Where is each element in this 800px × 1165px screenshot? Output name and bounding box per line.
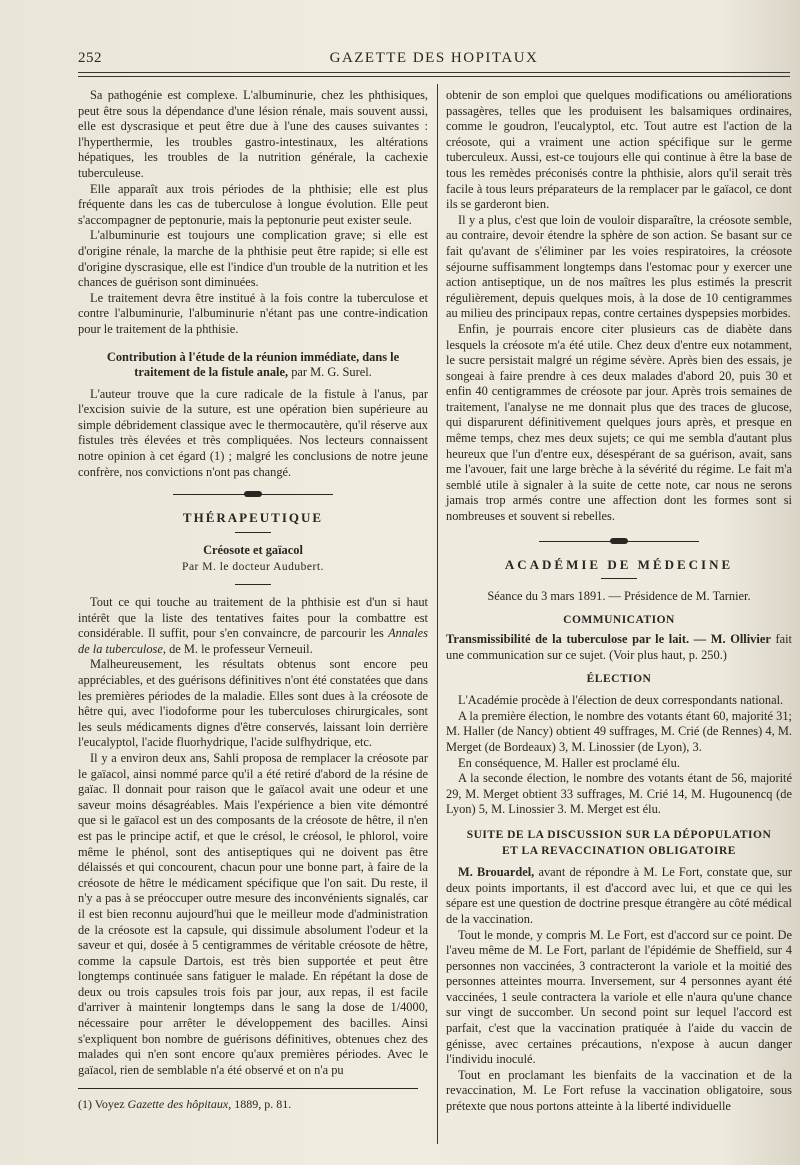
running-title: GAZETTE DES HOPITAUX bbox=[329, 50, 539, 66]
short-rule bbox=[235, 584, 271, 585]
communication-title: Transmissibilité de la tuberculose par le lait. — M. Ollivier bbox=[446, 632, 771, 647]
article-author: Par M. le docteur Audubert. bbox=[182, 561, 324, 574]
academy-heading: ACADÉMIE DE MÉDECINE bbox=[504, 556, 734, 572]
paragraph: Malheureusement, les résultats obtenus sont encore peu appréciables, et des guérisons définitives n'ont été constatées que dans les premières périodes de la maladie. Elles sont dues à la créosote de hêtre qui, avec l'iodoforme pour les tuberculoses chirurgicales, sont les seuls médicaments dignes d'être conservés, laissant loin derrière l'eucalyptol, l'acide fluorhydrique, l'acide sulfhydrique, etc. bbox=[78, 657, 428, 750]
paragraph: L'auteur trouve que la cure radicale de la fistule à l'anus, par l'excision suivie de la suture, est une opération bien supérieure au simple débridement classique avec le thermocautère, qu'il réserve aux fistules très élevées et très compliquées. Nos lecteurs connaissent notre opinion à cet égard (1) ; malgré les conclusions de notre jeune confrère, nos convictions n'ont pas changé. bbox=[78, 386, 428, 479]
paragraph: Tout ce qui touche au traitement de la phthisie est d'un si haut intérêt que la liste des tentatives faites pour la combattre est considérable. Il suffit, pour s'en convaincre, de parcourir les Annales de la tuberculose, de M. le professeur Verneuil. bbox=[78, 595, 428, 656]
page-header bbox=[78, 50, 790, 72]
contribution-title: Contribution à l'étude de la réunion immédiate, dans le traitement de la fistule anale, bbox=[106, 349, 400, 380]
paragraph: A la première élection, le nombre des votants étant 60, majorité 31; M. Haller (de Nancy) obtient 49 suffrages, M. Crié (de Rennes) 4, M. Merget (de Bordeaux) 3, M. Linossier (de Lyon), 3. bbox=[446, 708, 792, 754]
paragraph: obtenir de son emploi que quelques modifications ou améliorations passagères, telles que les produisent les balsamiques ordinaires, comme le goudron, l'eucalyptol, etc. Tout autre est l'action de la créosote, qui a vraiment une action spécifique sur le germe tuberculeux. Aussi, est-ce toujours elle qui continue à être la base de tous les remèdes préconisés contre la phthisie, alors qu'il serait très facile à tous leurs préparateurs de la remplacer par le gaïacol, ce dont ils se garderont bien. bbox=[446, 88, 792, 212]
section-heading: THÉRAPEUTIQUE bbox=[182, 510, 324, 526]
article-title: Créosote et gaïacol bbox=[203, 542, 303, 557]
paragraph: Il y a environ deux ans, Sahli proposa de remplacer la créosote par le gaïacol, ainsi nommé parce qu'il a été retiré d'abord de la résine de gaïac. Il donnait pour raison que le gaïacol avait une odeur et une saveur moins désagréables. Mais l'expérience a bien vite démontré que si le gaïacol est un des composants de la créosote de hêtre, il n'en est pas le principe actif, et que le crésol, le créosol, le phlorol, voire même le phénol, sont des antiseptiques qui ne doivent pas être délaissés et qui concourent, chacun pour une bonne part, à faire de la créosote de hêtre le médicament spécifique que l'on sait. Du reste, il n'y a pas à se préoccuper outre mesure des inconvénients signalés, car il est bien reconnu aujourd'hui que le meilleur mode d'administration de la créosote est la capsule, qui dissimule absolument l'odeur et la saveur et qui, dosée à 5 centigrammes de véritable créosote de hêtre, comme la capsule Dartois, est très bien supportée et peut être longtemps continuée sans fatiguer le malade. En répétant la dose de deux ou trois capsules trois fois par jour, aux repas, il est facile d'arriver à maintenir longtemps dans le sang la dose de 1/4000, nécessaire pour arrêter le développement des bacilles. Ainsi s'expliquent bon nombre de guérisons définitives, obtenues chez des malades qui n'en sont encore qu'aux premières périodes. Avec le gaïacol, rien de semblable n'a été observé et on n'a pu bbox=[78, 750, 428, 1077]
short-rule bbox=[235, 532, 271, 533]
paragraph: M. Brouardel, avant de répondre à M. Le Fort, constate que, sur deux points importants, il est d'accord avec lui, et que ce qui les sépare est une question de doctrine presque étrangère au côté médical de la vaccination. bbox=[446, 865, 792, 926]
left-column bbox=[78, 88, 428, 1113]
paragraph: Il y a plus, c'est que loin de vouloir disparaître, la créosote semble, au contraire, devoir étendre la sphère de son action. Se basant sur ce fait qu'avant de s'éliminer par les voies respiratoires, la créosote séjourne suffisamment longtemps dans l'estomac pour y exercer une action antiseptique, un de nos maîtres les plus estimés la prescrit régulièrement, depuis quelques mois, à la dose de 10 centigrammes au milieu des principaux repas, contre certaines dyspepsies morbides. bbox=[446, 212, 792, 321]
header-rule-thick bbox=[78, 72, 790, 73]
footnote: (1) Voyez Gazette des hôpitaux, 1889, p. 81. bbox=[78, 1097, 292, 1112]
election-heading: ÉLECTION bbox=[586, 672, 652, 685]
paragraph: L'Académie procède à l'élection de deux correspondants national. bbox=[458, 693, 784, 708]
short-rule bbox=[601, 578, 637, 579]
seance-line: Séance du 3 mars 1891. — Présidence de M. Tarnier. bbox=[487, 589, 751, 604]
paragraph: En conséquence, M. Haller est proclamé élu. bbox=[458, 755, 680, 770]
paragraph: Le traitement devra être institué à la fois contre la tuberculose et contre l'albuminurie, l'albuminurie n'étant pas une contre-indication pour le traitement de la phthisie. bbox=[78, 290, 428, 336]
paragraph: L'albuminurie est toujours une complication grave; si elle est d'origine rénale, la marche de la phthisie peut être rapide; si elle est d'origine dyscrasique, elle est l'indice d'un trouble de la nutrition et les chances de guérison sont diminuées. bbox=[78, 228, 428, 290]
journal-title: Annales de la tuberculose bbox=[78, 626, 428, 656]
ornamental-rule bbox=[446, 537, 792, 545]
header-rule-thin bbox=[78, 76, 790, 77]
contribution-author: par M. G. Surel. bbox=[291, 365, 372, 380]
page-number: 252 bbox=[78, 50, 102, 66]
speaker-name: M. Brouardel, bbox=[458, 865, 535, 880]
paragraph: Sa pathogénie est complexe. L'albuminurie, chez les phthisiques, peut être sous la dépendance d'une lésion rénale, mais souvent aussi, elle est dyscrasique et peut être due à l'une des causes suivantes : l'hyperthermie, les troubles gastro-intestinaux, les altérations hépatiques, les troubles de la nutrition générale, la cachexie tuberculeuse. bbox=[78, 88, 428, 180]
ornamental-rule bbox=[78, 490, 428, 498]
paragraph: Enfin, je pourrais encore citer plusieurs cas de diabète dans lesquels la créosote m'a été utile. Chez deux d'entre eux notamment, le sucre persistait malgré un régime sévère. Après bien des essais, je songeai à faire prendre à ces deux malades d'abord 20, puis 30 et enfin 40 centigrammes de créosote par jour. Après trois semaines de traitement, l'analyse ne me donnait plus que des traces de glucose, qui disparurent définitivement quelques jours après, et presque en même temps, chez mes deux sujets; ce qui me sembla d'autant plus heureux que l'un d'entre eux, désespérant de sa guérison, avait, sans me l'avouer, fait une large brèche à la sévérité du régime. Le fait m'a semblé utile à signaler à la suite de cette note, car nous ne serons jamais trop armés contre une affection dont les formes sont si nombreuses et souvent si rebelles. bbox=[446, 321, 792, 524]
paragraph: A la seconde élection, le nombre des votants étant de 56, majorité 29, M. Merget obtient 33 suffrages, M. Crié 14, M. Hugounencq (de Lyon) 5, M. Linossier 3. M. Merget est élu. bbox=[446, 771, 792, 817]
discussion-heading: SUITE DE LA DISCUSSION SUR LA DÉPOPULATION ET LA REVACCINATION OBLIGATOIRE bbox=[466, 828, 772, 857]
communication-heading: COMMUNICATION bbox=[563, 613, 675, 626]
paragraph: Tout en proclamant les bienfaits de la vaccination et de la revaccination, M. Le Fort refuse la vaccination obligatoire, sous prétexte que nous portons atteinte à la liberté individuelle bbox=[446, 1067, 792, 1114]
paragraph: Elle apparaît aux trois périodes de la phthisie; elle est plus fréquente dans les cas de tuberculose à longue évolution. Elle peut s'accompagner de peptonurie, mais la peptonurie peut exister seule. bbox=[78, 181, 428, 227]
right-column bbox=[446, 88, 792, 1115]
contribution-heading bbox=[78, 350, 428, 381]
paragraph: Transmissibilité de la tuberculose par le lait. — M. Ollivier fait une communication sur ce sujet. (Voir plus haut, p. 250.) bbox=[446, 632, 792, 662]
column-divider bbox=[437, 84, 438, 1144]
paragraph: Tout le monde, y compris M. Le Fort, est d'accord sur ce point. De l'aveu même de M. Le Fort, parlant de l'épidémie de Sheffield, sur 4 personnes non vaccinées, 3 contracteront la variole et la moitié des personnes atteintes mourra. Inversement, sur 4 personnes ayant été vaccinées, 1 seule contractera la variole et elle n'aura qu'une chance sur vingt de succomber. Un second point sur lequel l'accord est parfait, c'est que la vaccination pratiquée à l'aide du vaccin de génisse, avec certaines précautions, n'expose à aucun danger l'individu inoculé. bbox=[446, 927, 792, 1067]
footnote-rule bbox=[78, 1088, 418, 1089]
